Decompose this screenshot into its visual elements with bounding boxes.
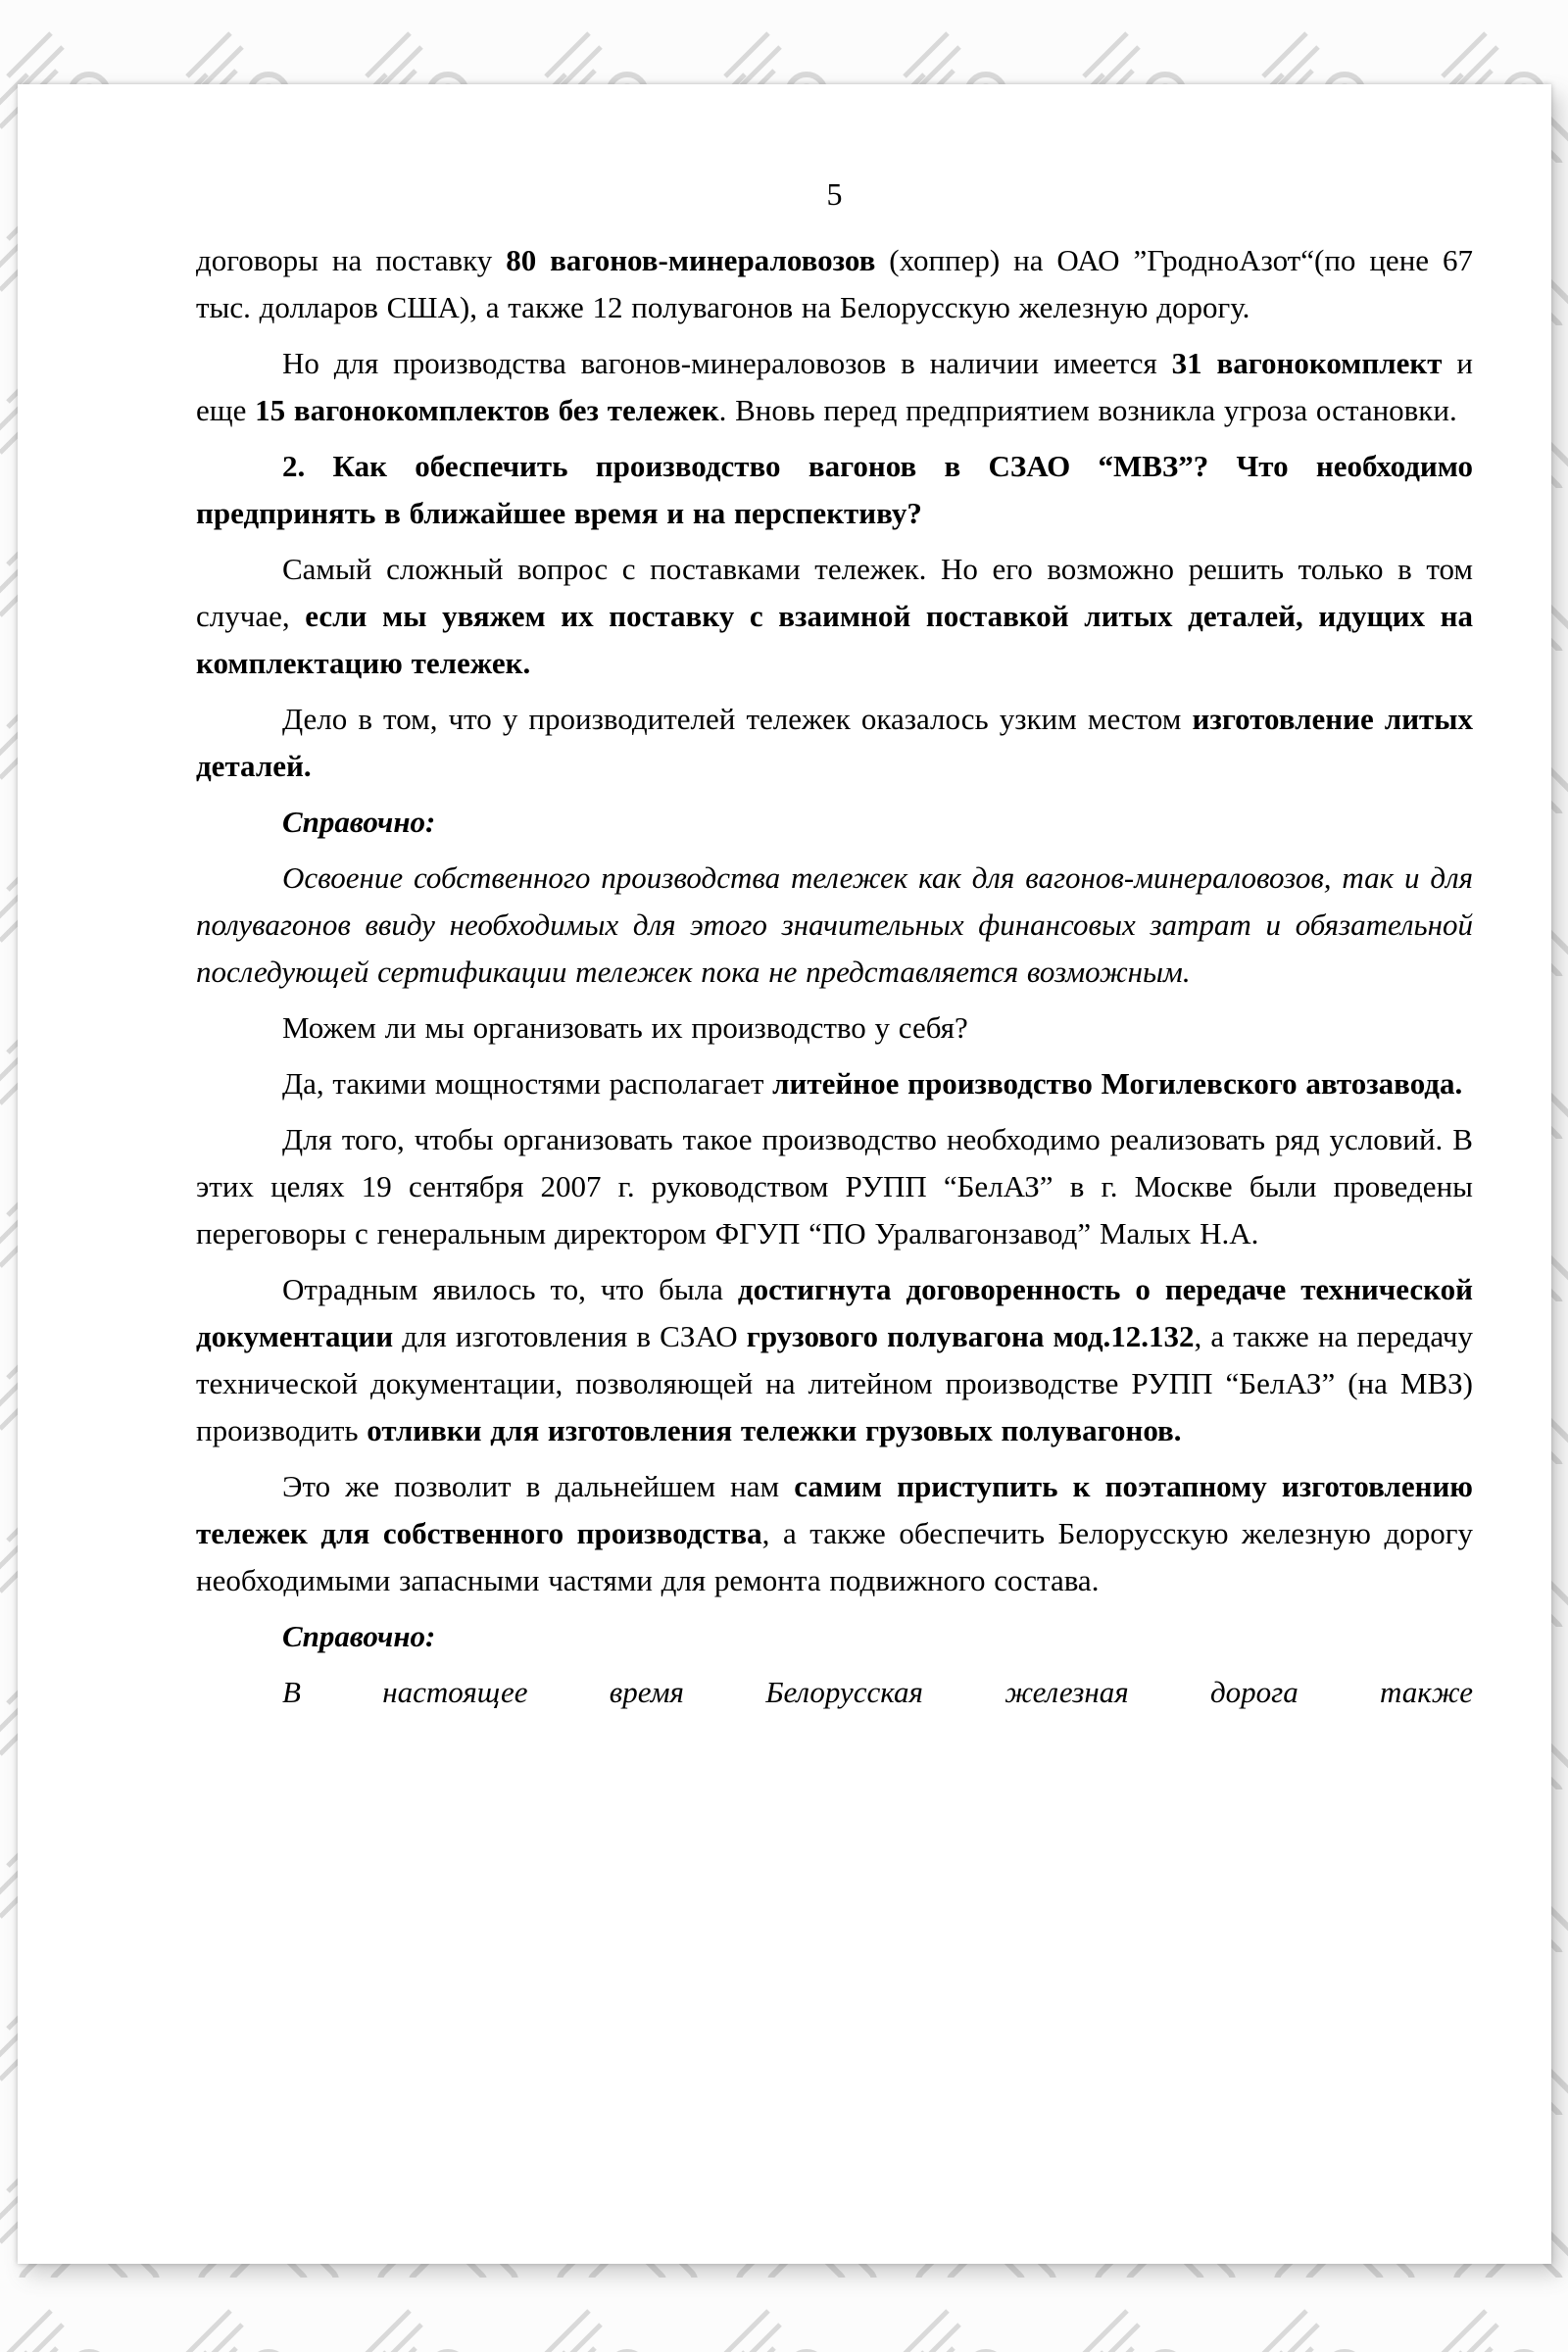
text-run: Это же позволит в дальнейшем нам xyxy=(282,1469,795,1503)
text-run: грузового полувагона мод.12.132 xyxy=(746,1319,1195,1353)
text-run: и еще xyxy=(196,346,1473,427)
paragraph-negotiations xyxy=(196,1116,1473,1257)
text-run: Освоение собственного производства тележек как для вагонов-минераловозов, так и для полувагонов ввиду необходимых для этого значительных финансовых затрат и обязательной последующей сертификации тележек пока не представляется возможным. xyxy=(196,860,1473,989)
text-run: достигнута договоренность о передаче технической документации xyxy=(196,1272,1473,1353)
section-heading-2 xyxy=(196,443,1473,537)
reference-label xyxy=(196,799,1473,846)
document-body xyxy=(196,237,1473,1716)
text-run: Можем ли мы организовать их производство у себя? xyxy=(282,1010,968,1045)
paragraph-question xyxy=(196,1004,1473,1052)
reference-label xyxy=(196,1613,1473,1660)
reference-paragraph xyxy=(196,1669,1473,1716)
text-run: Отрадным явилось то, что была xyxy=(282,1272,738,1306)
document-page xyxy=(18,84,1551,2264)
text-run: 15 вагонокомплектов без тележек xyxy=(255,393,719,427)
text-run: Да, такими мощностями располагает xyxy=(282,1066,773,1101)
reference-paragraph xyxy=(196,855,1473,996)
document-content xyxy=(196,84,1473,1725)
paragraph-contracts xyxy=(196,237,1473,331)
text-run: , а также обеспечить Белорусскую железную дорогу необходимыми запасными частями для ремонта подвижного состава. xyxy=(196,1516,1473,1597)
text-run: самим приступить к поэтапному изготовлению тележек для собственного производства xyxy=(196,1469,1473,1550)
text-run: , а также на передачу технической документации, позволяющей на литейном производстве РУПП “БелАЗ” (на МВЗ) производить xyxy=(196,1319,1474,1447)
page-number: 5 xyxy=(826,176,843,212)
text-run: договоры на поставку xyxy=(196,243,507,277)
text-run: если мы увяжем их поставку с взаимной поставкой литых деталей, идущих на комплектацию тележек. xyxy=(196,599,1473,680)
text-run: (хоппер) на ОАО ”ГродноАзот“(по цене 67 тыс. долларов США), а также 12 полувагонов на Белорусскую железную дорогу. xyxy=(196,243,1473,324)
text-run: Но для производства вагонов-минераловозов в наличии имеется xyxy=(282,346,1172,380)
text-run: 80 вагонов-минераловозов xyxy=(506,243,876,277)
paragraph-bogies-supply xyxy=(196,546,1473,687)
text-run: 2. Как обеспечить производство вагонов в СЗАО “МВЗ”? Что необходимо предпринять в ближайшее время и на перспективу? xyxy=(196,449,1473,530)
text-run: В настоящее время Белорусская железная дорога также xyxy=(282,1675,1473,1709)
paragraph-foundry xyxy=(196,1060,1473,1107)
text-run: литейное производство Могилевского автозавода. xyxy=(772,1066,1463,1101)
text-run: . Вновь перед предприятием возникла угроза остановки. xyxy=(718,393,1457,427)
paragraph-cast-parts xyxy=(196,696,1473,790)
text-run: Справочно: xyxy=(282,805,436,839)
text-run: Справочно: xyxy=(282,1619,436,1653)
text-run: изготовление литых деталей. xyxy=(196,702,1473,783)
text-run: Для того, чтобы организовать такое производство необходимо реализовать ряд условий. В этих целях 19 сентября 2007 г. руководством РУПП “БелАЗ” в г. Москве были проведены переговоры с генеральным директором ФГУП “ПО Уралвагонзавод” Малых Н.А. xyxy=(196,1122,1473,1250)
text-run: Самый сложный вопрос с поставками тележек. Но его возможно решить только в том случае, xyxy=(196,552,1473,633)
paragraph-wagon-kits xyxy=(196,340,1473,434)
text-run: Дело в том, что у производителей тележек оказалось узким местом xyxy=(282,702,1193,736)
paragraph-agreement xyxy=(196,1266,1473,1454)
text-run: отливки для изготовления тележки грузовых полувагонов. xyxy=(367,1413,1182,1447)
text-run: для изготовления в СЗАО xyxy=(393,1319,747,1353)
text-run: 31 вагонокомплект xyxy=(1171,346,1443,380)
paragraph-future xyxy=(196,1463,1473,1604)
